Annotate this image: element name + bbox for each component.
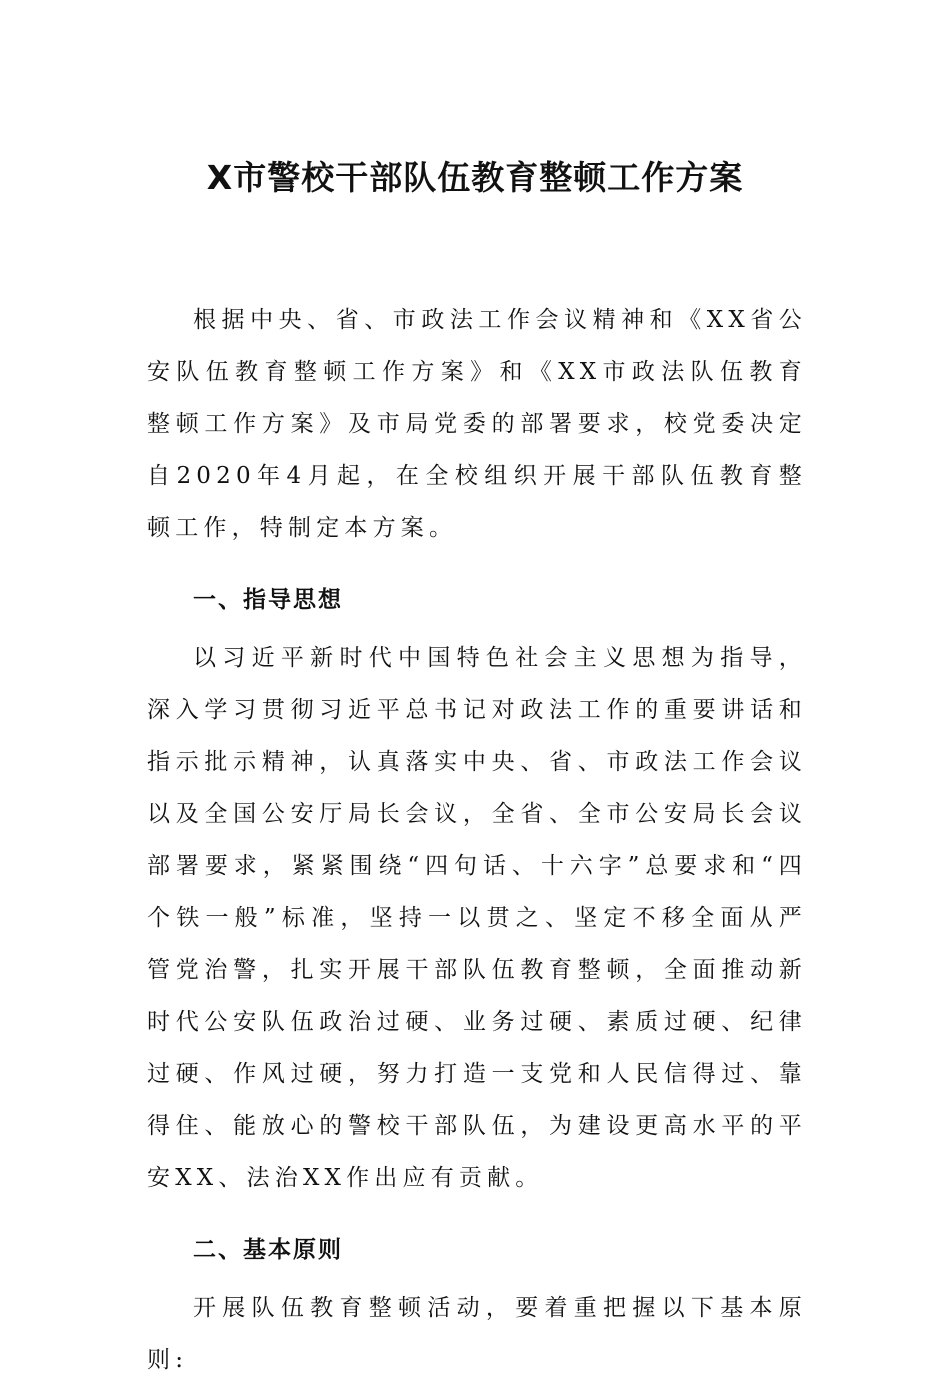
spacer xyxy=(147,1204,807,1218)
section-heading-guiding-ideology: 一、指导思想 xyxy=(193,587,343,613)
intro-paragraph: 根据中央、省、市政法工作会议精神和《XX省公安队伍教育整顿工作方案》和《XX市政法队伍教育整顿工作方案》及市局党委的部署要求，校党委决定自2020年4月起，在全校组织开展干部队伍教育整顿工作，特制定本方案。 xyxy=(147,307,807,541)
section-heading-basic-principles: 二、基本原则 xyxy=(193,1237,343,1263)
document-title: X市警校干部队伍教育整顿工作方案 xyxy=(206,158,744,197)
document-body xyxy=(147,294,807,1386)
basic-principles-paragraph: 开展队伍教育整顿活动，要着重把握以下基本原则: xyxy=(147,1295,807,1373)
spacer xyxy=(147,554,807,568)
guiding-ideology-paragraph: 以习近平新时代中国特色社会主义思想为指导，深入学习贯彻习近平总书记对政法工作的重要讲话和指示批示精神，认真落实中央、省、市政法工作会议以及全国公安厅局长会议，全省、全市公安局长会议部署要求，紧紧围绕“四句话、十六字”总要求和“四个铁一般”标准，坚持一以贯之、坚定不移全面从严管党治警，扎实开展干部队伍教育整顿，全面推动新时代公安队伍政治过硬、业务过硬、素质过硬、纪律过硬、作风过硬，努力打造一支党和人民信得过、靠得住、能放心的警校干部队伍，为建设更高水平的平安XX、法治XX作出应有贡献。 xyxy=(147,645,807,1191)
